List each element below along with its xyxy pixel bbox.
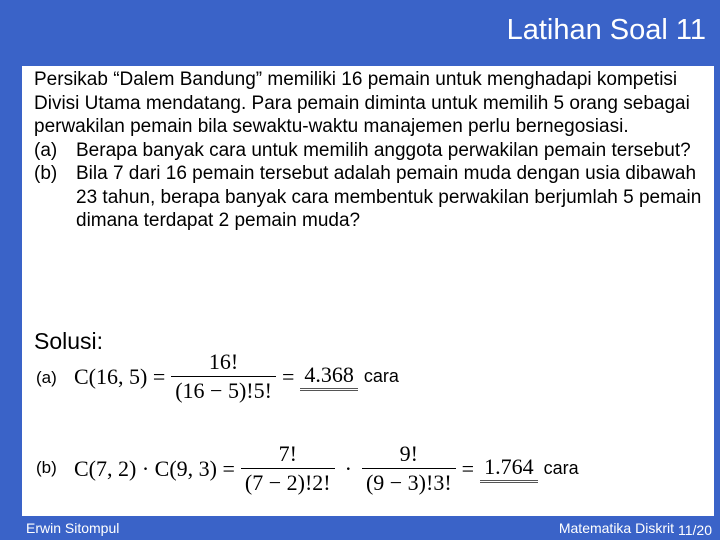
- footer-author: Erwin Sitompul: [26, 520, 120, 536]
- slide-content: [26, 66, 714, 516]
- solution-a-numerator: 16!: [208, 349, 239, 374]
- question-a-label: (a): [34, 139, 58, 161]
- solution-a-fraction: [171, 349, 276, 404]
- solution-b-label: (b): [36, 458, 57, 477]
- page-number: 11/20: [678, 522, 712, 538]
- solution-heading: Solusi:: [34, 328, 104, 354]
- solution-a-unit: cara: [363, 366, 399, 386]
- solution-a-result: 4.368: [300, 362, 358, 391]
- solution-a-lhs: C(16, 5) =: [74, 363, 166, 389]
- question-b: [34, 162, 714, 233]
- solution-b-fraction-2: [362, 441, 456, 496]
- problem-intro: Persikab “Dalem Bandung” memiliki 16 pemain untuk menghadapi kompetisi Divisi Utama mendatang. Para pemain diminta untuk memilih 5 orang sebagai perwakilan pemain bila sewaktu-waktu manajemen perlu bernegosiasi.: [34, 69, 690, 137]
- question-a: [34, 139, 714, 163]
- solution-a-equation: [74, 349, 399, 404]
- left-frame-bar: [0, 0, 22, 540]
- solution-b-equation: [74, 441, 579, 496]
- solution-a-label: (a): [36, 368, 57, 387]
- solution-b-fraction-1: [241, 441, 335, 496]
- solution-b-numerator-1: 7!: [278, 441, 297, 466]
- solution-b-result: 1.764: [480, 454, 538, 483]
- problem-statement: [34, 68, 714, 233]
- slide-title: Latihan Soal 11: [506, 14, 706, 46]
- slide-header: [0, 0, 720, 66]
- solution-b-unit: cara: [543, 458, 579, 478]
- solution-b-denominator-2: (9 − 3)!3!: [362, 468, 456, 496]
- footer-course: Matematika Diskrit: [558, 520, 674, 536]
- right-frame-bar: [714, 0, 720, 540]
- solution-b-equals: =: [461, 455, 475, 481]
- slide-footer: [0, 516, 720, 540]
- solution-a-equals: =: [281, 363, 295, 389]
- solution-b-numerator-2: 9!: [399, 441, 418, 466]
- solution-a-denominator: (16 − 5)!5!: [171, 376, 276, 404]
- solution-b-operator: ·: [344, 455, 352, 481]
- question-b-label: (b): [34, 163, 58, 184]
- solution-b-lhs: C(7, 2) · C(9, 3) =: [74, 455, 235, 481]
- solution-b-denominator-1: (7 − 2)!2!: [241, 468, 335, 496]
- question-b-text: Bila 7 dari 16 pemain tersebut adalah pemain muda dengan usia dibawah 23 tahun, berapa banyak cara membentuk perwakilan berjumlah 5 pemain dimana terdapat 2 pemain muda?: [76, 163, 702, 231]
- question-a-text: Berapa banyak cara untuk memilih anggota perwakilan pemain tersebut?: [76, 139, 691, 161]
